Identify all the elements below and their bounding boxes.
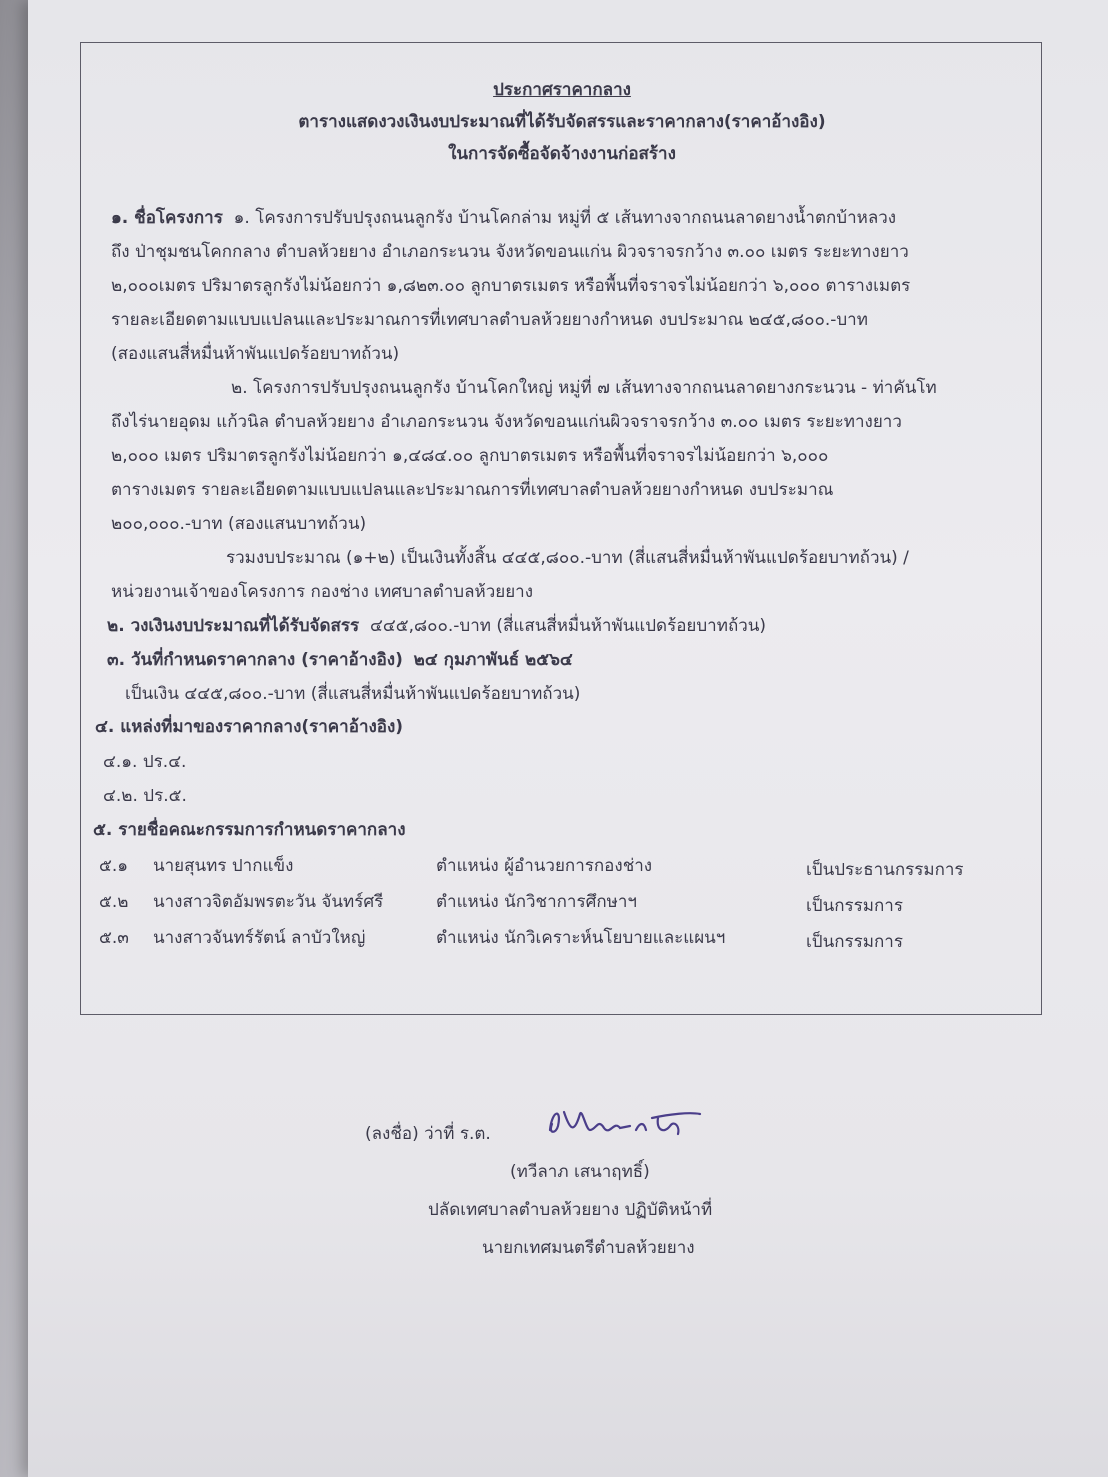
- section4-label: ๔. แหล่งที่มาของราคากลาง(ราคาอ้างอิง): [95, 717, 404, 737]
- section2-label: ๒. วงเงินงบประมาณที่ได้รับจัดสรร: [107, 616, 360, 636]
- member-2-role: เป็นกรรมการ: [806, 896, 903, 916]
- section5-label: ๕. รายชื่อคณะกรรมการกำหนดราคากลาง: [93, 820, 406, 840]
- member-1-no: ๕.๑: [99, 856, 129, 876]
- source-item-2: ๔.๒. ปร.๕.: [103, 786, 187, 806]
- announcement-title: ประกาศราคากลาง: [493, 80, 631, 100]
- member-2-no: ๕.๒: [99, 892, 129, 912]
- project-2-line3: ๒,๐๐๐ เมตร ปริมาตรลูกรังไม่น้อยกว่า ๑,๔๘๔.๐๐ ลูกบาตรเมตร หรือพื้นที่จราจรไม่น้อยกว่า ๖,๐๐๐: [111, 446, 829, 466]
- signer-title-2: นายกเทศมนตรีตำบลห้วยยาง: [482, 1238, 695, 1258]
- project-1-line3: ๒,๐๐๐เมตร ปริมาตรลูกรังไม่น้อยกว่า ๑,๘๒๓.๐๐ ลูกบาตรเมตร หรือพื้นที่จราจรไม่น้อยกว่า ๖,๐๐๐ ตารางเมตร: [111, 276, 911, 296]
- project-1-line2: ถึง ป่าชุมชนโคกกลาง ตำบลห้วยยาง อำเภอกระนวน จังหวัดขอนแก่น ผิวจราจรกว้าง ๓.๐๐ เมตร ระยะทางยาว: [111, 242, 909, 262]
- section2-row: [107, 615, 766, 637]
- member-3-no: ๕.๓: [99, 928, 129, 948]
- project-2-line5: ๒๐๐,๐๐๐.-บาท (สองแสนบาทถ้วน): [111, 514, 367, 534]
- project-1-line4: รายละเอียดตามแบบแปลนและประมาณการที่เทศบาลตำบลห้วยยางกำหนด งบประมาณ ๒๔๕,๘๐๐.-บาท: [111, 310, 868, 330]
- section3-date: ๒๔ กุมภาพันธ์ ๒๕๖๔: [413, 650, 573, 670]
- member-3-position: ตำแหน่ง นักวิเคราะห์นโยบายและแผนฯ: [436, 928, 726, 948]
- handwritten-signature: [540, 1100, 710, 1150]
- announcement-frame: [80, 42, 1042, 1015]
- member-1-name: นายสุนทร ปากแข็ง: [153, 856, 294, 876]
- project-2-line4: ตารางเมตร รายละเอียดตามแบบแปลนและประมาณการที่เทศบาลตำบลห้วยยางกำหนด งบประมาณ: [111, 480, 834, 500]
- source-item-1: ๔.๑. ปร.๔.: [103, 752, 187, 772]
- project-2-line2: ถึงไร่นายอุดม แก้วนิล ตำบลห้วยยาง อำเภอกระนวน จังหวัดขอนแก่นผิวจราจรกว้าง ๓.๐๐ เมตร ระยะทางยาว: [111, 412, 902, 432]
- signer-name: (ทวีลาภ เสนาฤทธิ์): [510, 1162, 650, 1182]
- section3-amount: เป็นเงิน ๔๔๕,๘๐๐.-บาท (สี่แสนสี่หมื่นห้าพันแปดร้อยบาทถ้วน): [125, 684, 581, 704]
- total-budget-line: รวมงบประมาณ (๑+๒) เป็นเงินทั้งสิ้น ๔๔๕,๘๐๐.-บาท (สี่แสนสี่หมื่นห้าพันแปดร้อยบาทถ้วน) /: [226, 548, 909, 568]
- member-2-name: นางสาวจิตอัมพรตะวัน จันทร์ศรี: [153, 892, 384, 912]
- section3-row: [107, 649, 573, 671]
- project-1-line1: ๑. ชื่อโครงการ ๑. โครงการปรับปรุงถนนลูกรัง บ้านโคกล่าม หมู่ที่ ๕ เส้นทางจากถนนลาดยางน้ำตกบ้าหลวง: [111, 208, 897, 228]
- member-1-role: เป็นประธานกรรมการ: [806, 860, 964, 880]
- member-3-role: เป็นกรรมการ: [806, 932, 903, 952]
- section3-label: ๓. วันที่กำหนดราคากลาง (ราคาอ้างอิง): [107, 650, 403, 670]
- section1-label: ๑. ชื่อโครงการ: [111, 208, 223, 228]
- member-1-position: ตำแหน่ง ผู้อำนวยการกองช่าง: [436, 856, 653, 876]
- table-title: ตารางแสดงวงเงินงบประมาณที่ได้รับจัดสรรและราคากลาง(ราคาอ้างอิง): [298, 112, 826, 132]
- sign-line: (ลงชื่อ) ว่าที่ ร.ต.: [365, 1124, 491, 1144]
- project-2-line1: ๒. โครงการปรับปรุงถนนลูกรัง บ้านโคกใหญ่ หมู่ที่ ๗ เส้นทางจากถนนลาดยางกระนวน - ท่าคันโท: [231, 378, 937, 398]
- project-1-line5: (สองแสนสี่หมื่นห้าพันแปดร้อยบาทถ้วน): [111, 344, 400, 364]
- subtitle: ในการจัดซื้อจัดจ้างงานก่อสร้าง: [448, 144, 676, 164]
- member-2-position: ตำแหน่ง นักวิชาการศึกษาฯ: [436, 892, 637, 912]
- project-owner-line: หน่วยงานเจ้าของโครงการ กองช่าง เทศบาลตำบลห้วยยาง: [111, 582, 534, 602]
- section2-value: ๔๔๕,๘๐๐.-บาท (สี่แสนสี่หมื่นห้าพันแปดร้อยบาทถ้วน): [370, 616, 767, 636]
- signer-title-1: ปลัดเทศบาลตำบลห้วยยาง ปฏิบัติหน้าที่: [428, 1200, 713, 1220]
- member-3-name: นางสาวจันทร์รัตน์ ลาบัวใหญ่: [153, 928, 366, 948]
